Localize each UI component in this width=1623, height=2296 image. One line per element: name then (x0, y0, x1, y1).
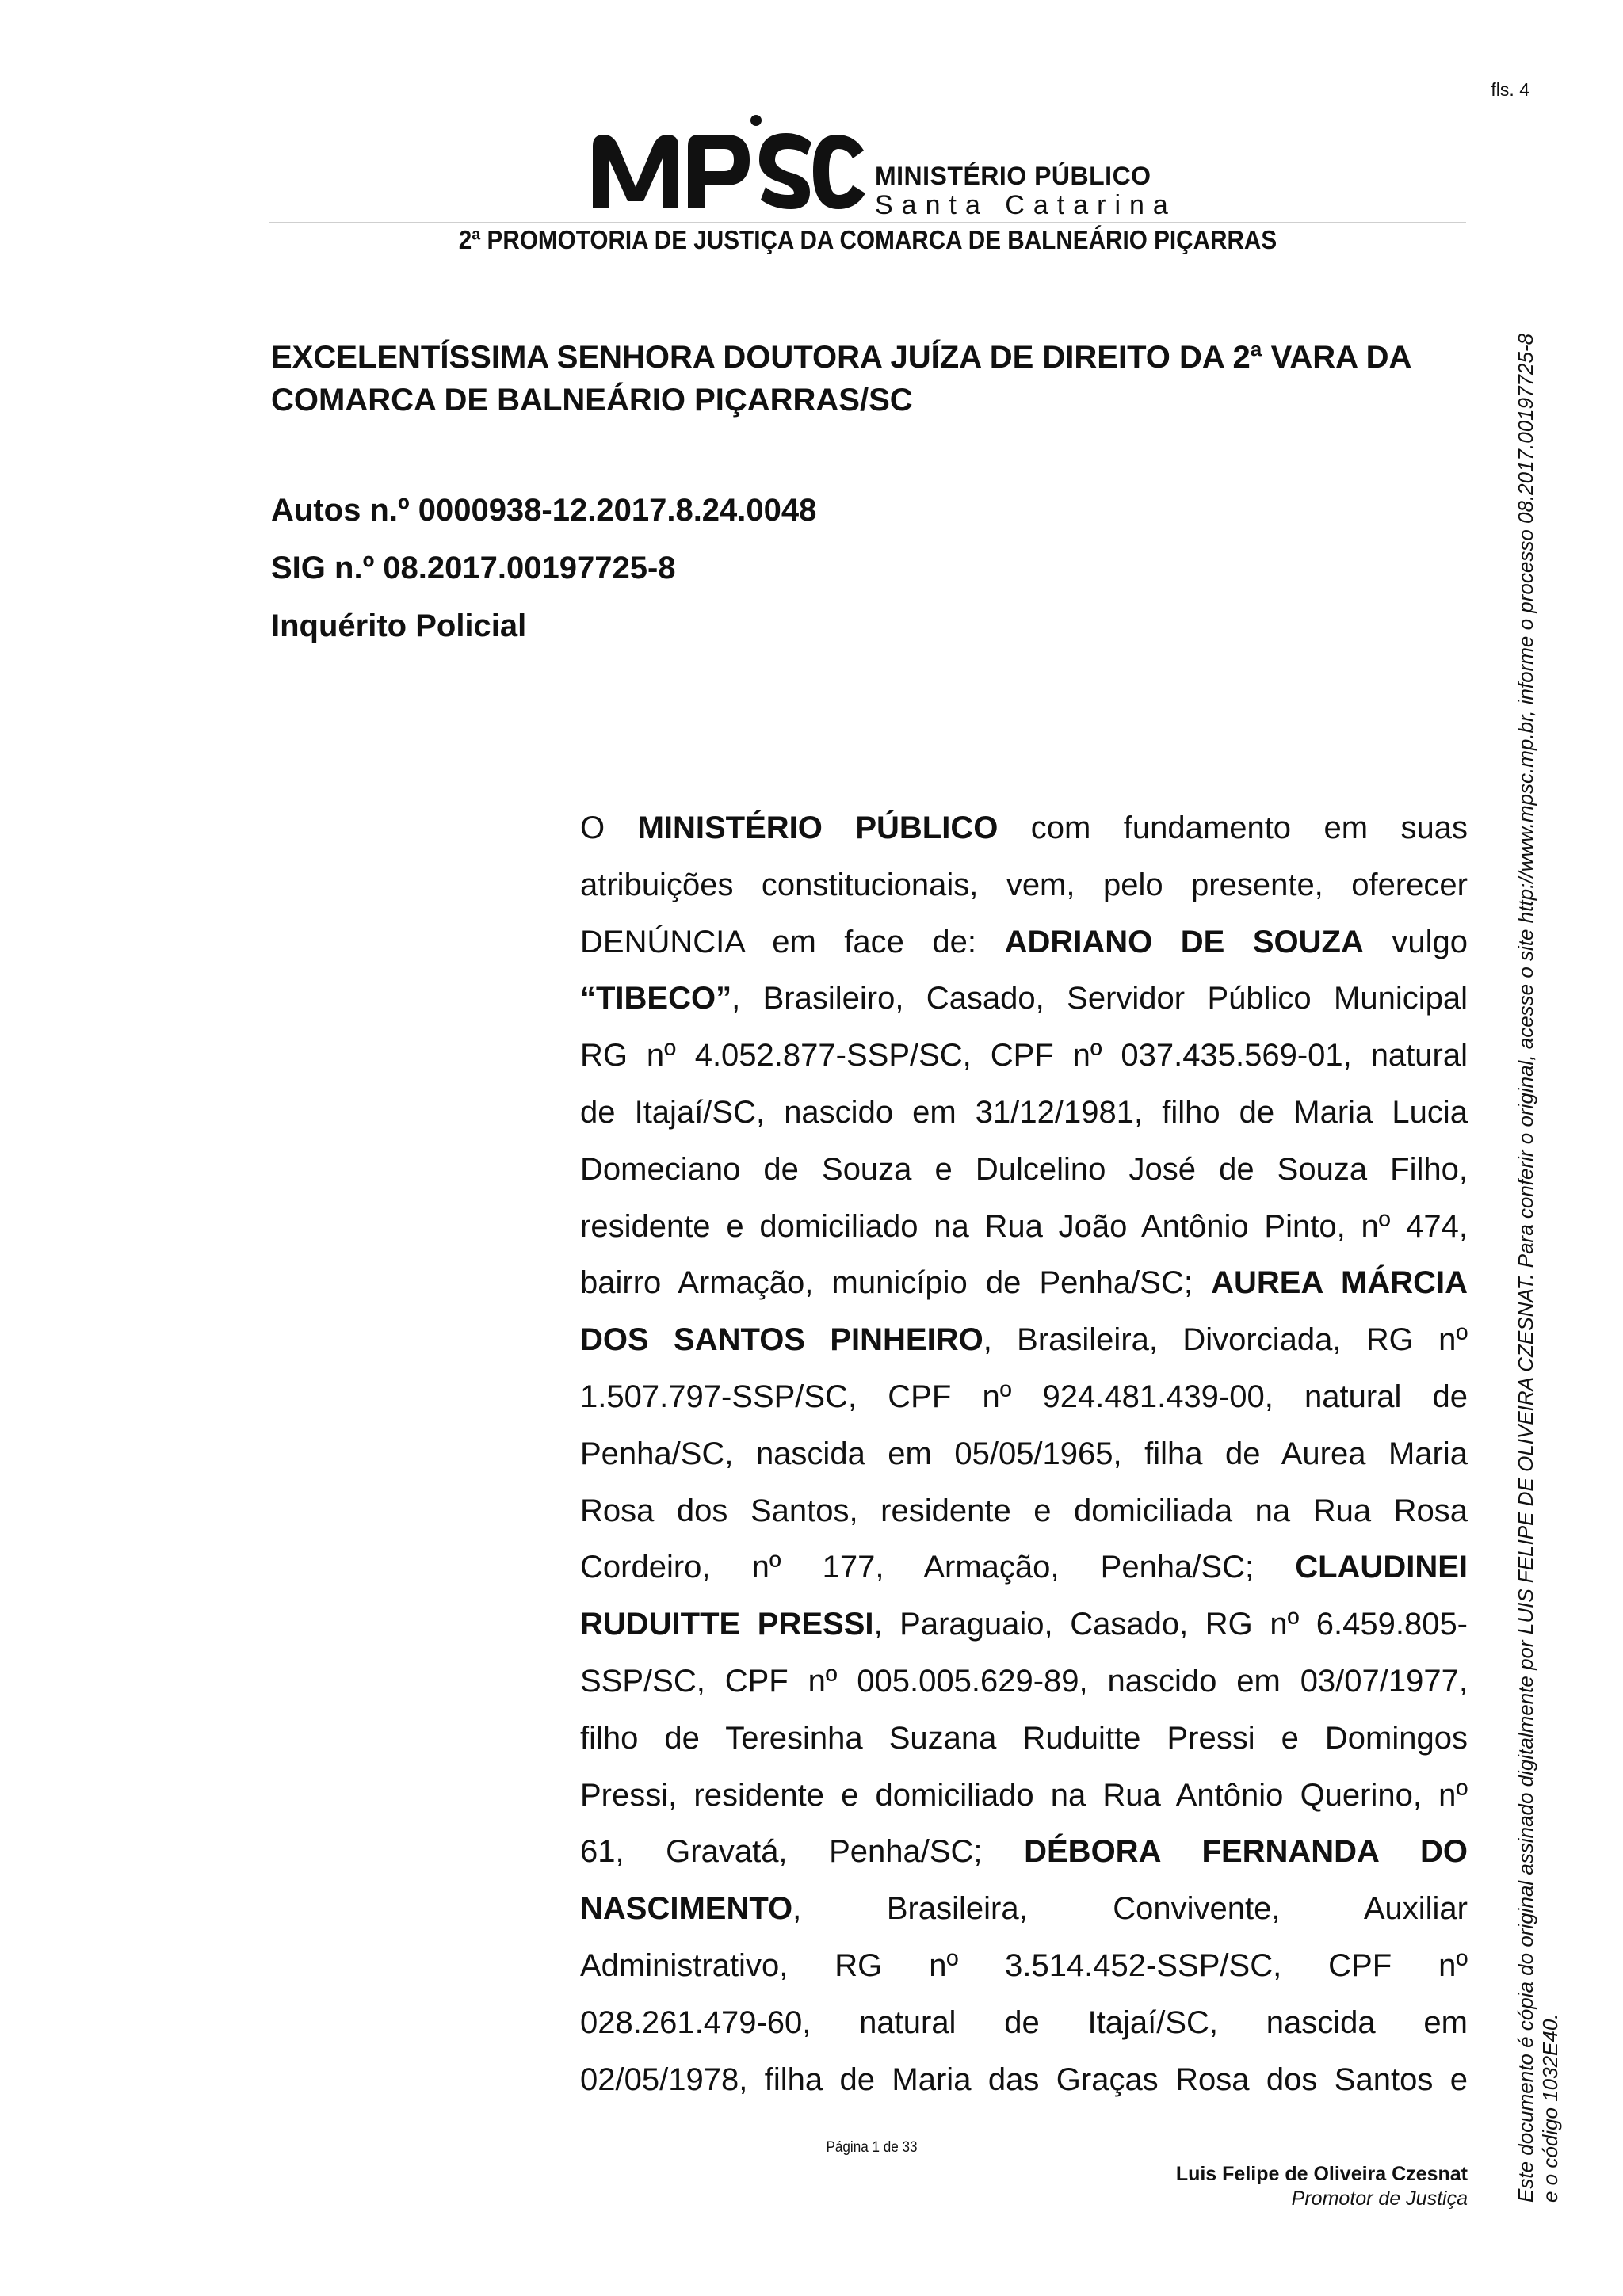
signature-note-line: e o código 1032E40. (1538, 2013, 1562, 2203)
body-line: 028.261.479-60, natural de Itajaí/SC, nascida em (580, 2004, 1468, 2040)
complaint-body (580, 800, 1468, 2108)
mpsc-logo-mark (586, 111, 872, 214)
body-line: RUDUITTE PRESSI, Paraguaio, Casado, RG nº 6.459.805- (580, 1607, 1468, 1642)
body-line: Penha/SC, nascida em 05/05/1965, filha de Aurea Maria (580, 1436, 1468, 1471)
body-line: O MINISTÉRIO PÚBLICO com fundamento em suas (580, 810, 1468, 845)
body-line: DENÚNCIA em face de: ADRIANO DE SOUZA vulgo (580, 924, 1468, 959)
addressee: EXCELENTÍSSIMA SENHORA DOUTORA JUÍZA DE DIREITO DA 2ª VARA DA COMARCA DE BALNEÁRIO PIÇARRAS/SC (271, 340, 1411, 418)
signer-name: Luis Felipe de Oliveira Czesnat (1175, 2163, 1468, 2185)
autos-number: Autos n.º 0000938-12.2017.8.24.0048 (271, 493, 817, 528)
page-number: Página 1 de 33 (826, 2139, 918, 2156)
case-references (271, 493, 816, 666)
body-line: Rosa dos Santos, residente e domiciliada na Rua Rosa (580, 1493, 1468, 1528)
body-line: 61, Gravatá, Penha/SC; DÉBORA FERNANDA DO (580, 1834, 1468, 1870)
body-line: bairro Armação, município de Penha/SC; AUREA MÁRCIA (580, 1265, 1468, 1301)
promotoria-heading: 2ª PROMOTORIA DE JUSTIÇA DA COMARCA DE BALNEÁRIO PIÇARRAS (458, 225, 1277, 254)
case-type: Inquérito Policial (271, 608, 527, 643)
digital-signature-note (1514, 190, 1563, 2203)
body-line: NASCIMENTO, Brasileira, Convivente, Auxiliar (580, 1891, 1468, 1927)
body-line: DOS SANTOS PINHEIRO, Brasileira, Divorciada, RG nº (580, 1322, 1468, 1358)
body-line: Administrativo, RG nº 3.514.452-SSP/SC, CPF nº (580, 1947, 1468, 1983)
folio-number: fls. 4 (1491, 79, 1529, 100)
body-line: Domeciano de Souza e Dulcelino José de Souza Filho, (580, 1151, 1468, 1187)
body-line: 1.507.797-SSP/SC, CPF nº 924.481.439-00, natural de (580, 1379, 1468, 1414)
sig-number: SIG n.º 08.2017.00197725-8 (271, 551, 676, 585)
body-line: RG nº 4.052.877-SSP/SC, CPF nº 037.435.569-01, natural (580, 1038, 1468, 1074)
logo-state-text: Santa Catarina (875, 190, 1177, 220)
body-line: 02/05/1978, filha de Maria das Graças Rosa dos Santos e (580, 2061, 1468, 2097)
body-line: SSP/SC, CPF nº 005.005.629-89, nascido em 03/07/1977, (580, 1663, 1468, 1699)
body-line: de Itajaí/SC, nascido em 31/12/1981, filho de Maria Lucia (580, 1094, 1468, 1130)
body-line: Cordeiro, nº 177, Armação, Penha/SC; CLAUDINEI (580, 1550, 1468, 1585)
signature-note-line: Este documento é cópia do original assinado digitalmente por LUIS FELIPE DE OLIVEIRA CZESNAT. Para conferir o original, acesse o site http://www.mpsc.mp.br, informe o processo 08.2017.00197725-8 (1514, 333, 1537, 2203)
header-divider (269, 222, 1466, 223)
body-line: “TIBECO”, Brasileiro, Casado, Servidor Público Municipal (580, 981, 1468, 1016)
body-line: Pressi, residente e domiciliado na Rua Antônio Querino, nº (580, 1777, 1468, 1813)
signer-role: Promotor de Justiça (1291, 2187, 1468, 2210)
body-line: atribuições constitucionais, vem, pelo presente, oferecer (580, 867, 1468, 902)
logo-ministerio-text: MINISTÉRIO PÚBLICO (875, 162, 1151, 190)
body-line: filho de Teresinha Suzana Ruduitte Pressi e Domingos (580, 1720, 1468, 1756)
body-line: residente e domiciliado na Rua João Antônio Pinto, nº 474, (580, 1208, 1468, 1244)
